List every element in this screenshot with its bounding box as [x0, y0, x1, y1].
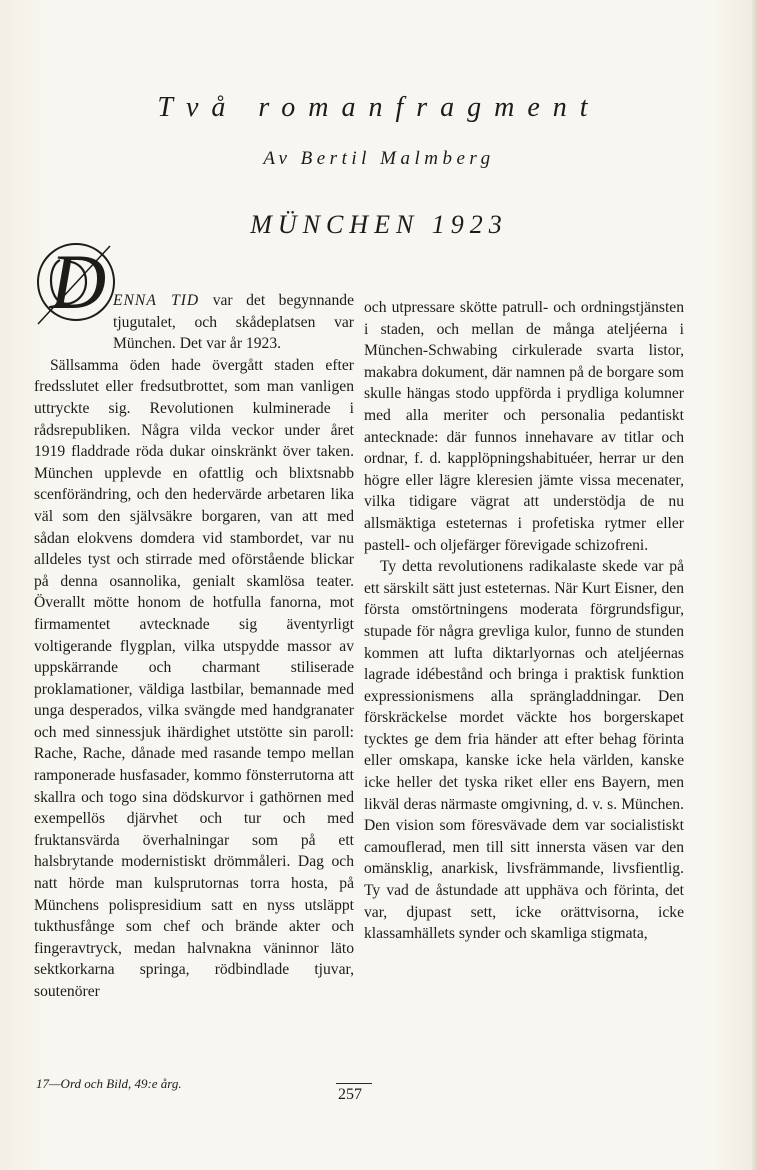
- paragraph: och utpressare skötte patrull- och ordningstjänsten i staden, och mellan de många ateljéerna i München-Schwabing cirkulerade svarta listor, makabra dokument, där namnen på de borgare som skulle hängas stodo uppförda i prydliga kolumner med alla meriter och personalia pedantiskt antecknade: där funnos innehavare av titlar och ordnar, f. d. kapplöpningshabituéer, herrar ur den högre eller lägre kleresien jämte vissa mecenater, vilka tidigare vägrat att understödja de nu allsmäktiga esteternas i profetiska rytmer eller pastell- och oljefärger förevigade schizofreni.: [364, 299, 684, 554]
- signature-mark: 17—Ord och Bild, 49:e årg.: [36, 1076, 182, 1091]
- page-number: 257: [338, 1086, 362, 1103]
- left-column: [34, 290, 354, 1003]
- article-title: Två romanfragment: [157, 92, 601, 123]
- right-column: [364, 297, 684, 945]
- section-title: MÜNCHEN 1923: [250, 210, 508, 239]
- paragraph: Ty detta revolutionens radikalaste skede var på ett särskilt sätt just esteternas. När Kurt Eisner, den första omstörtningens moderata förgrundsfigur, stupade för några grevliga kulor, funno de stunden kommen att lufta diktarlyornas och ateljéernas lagrade idébestånd och bringa i praktisk funktion expressionismens alla sprängladdningar. Den förskräckelse mordet väckte hos borgerskapet tycktes ge dem fria händer att efter behag förinta eller omskapa, kanske icke hela världen, kanske icke heller det tyska riket eller ens Bayern, men likväl deras närmaste omgivning, d. v. s. München. Den vision som föresvävade dem var socialistiskt camouflerad, men till sitt innersta väsen var den omänsklig, anarkisk, livsfrämmande, livsfientlig. Ty vad de åstundade att upphäva och förinta, det var, djupast sett, icke orättvisorna, icke klassamhällets synder och skamliga stigmata,: [364, 558, 684, 943]
- lead-text: var det begynnande tjugutalet, och skådeplatsen var München. Det var år 1923.: [113, 292, 354, 353]
- page-edge: [752, 0, 758, 1170]
- paragraph: Sällsamma öden hade övergått staden efter fredsslutet eller fredsutbrottet, som man vanligen uttryckte sig. Revolutionen kulminerade i rådsrepubliken. Några vilda veckor under året 1919 fladdrade röda dukar oinskränkt över taken. München upplevde en ofattlig och blixtsnabb scenförändring, och den hedervärde arbetaren lika väl som den självsäkre borgaren, van att med sådan elokvens domdera vid stambordet, var nu alldeles tyst och stirrade med oförstående blickar på denna osannolika, genialt skamlösa teater. Överallt mötte honom de hotfulla fanorna, mot firmamentet avtecknade sig äventyrligt voltigerande flygplan, vilka utspydde massor av uppskärrande och charmant stiliserade proklamationer, väldiga lastbilar, bemannade med unga desperados, vilka svängde med handgranater och med sinnessjuk ihärdighet utstötte sin paroll: Rache, Rache, dånade med rasande tempo mellan ramponerade husfasader, kommo fönsterrutorna att skallra och togo sina dödskurvor i gathörnen med exempellös djärvhet och tur och med fruktansvärda överhalningar som på ett halsbrytande modernistiskt drömmåleri. Dag och natt hörde man kulsprutornas torra hosta, på Münchens polispresidium satt en nyss utsläppt tukthusfånge som chef och brände akter och fingeravtryck, medan halvnakna väninnor läto sektkorkarna springa, rödbindlade tjuvar, soutenörer: [34, 356, 354, 1000]
- dropcap-letter: D: [49, 238, 107, 325]
- article-byline: Av Bertil Malmberg: [263, 148, 495, 169]
- page-number-rule: [336, 1083, 372, 1084]
- lead-paragraph: [34, 290, 354, 355]
- lead-smallcaps: ENNA TID: [113, 292, 200, 309]
